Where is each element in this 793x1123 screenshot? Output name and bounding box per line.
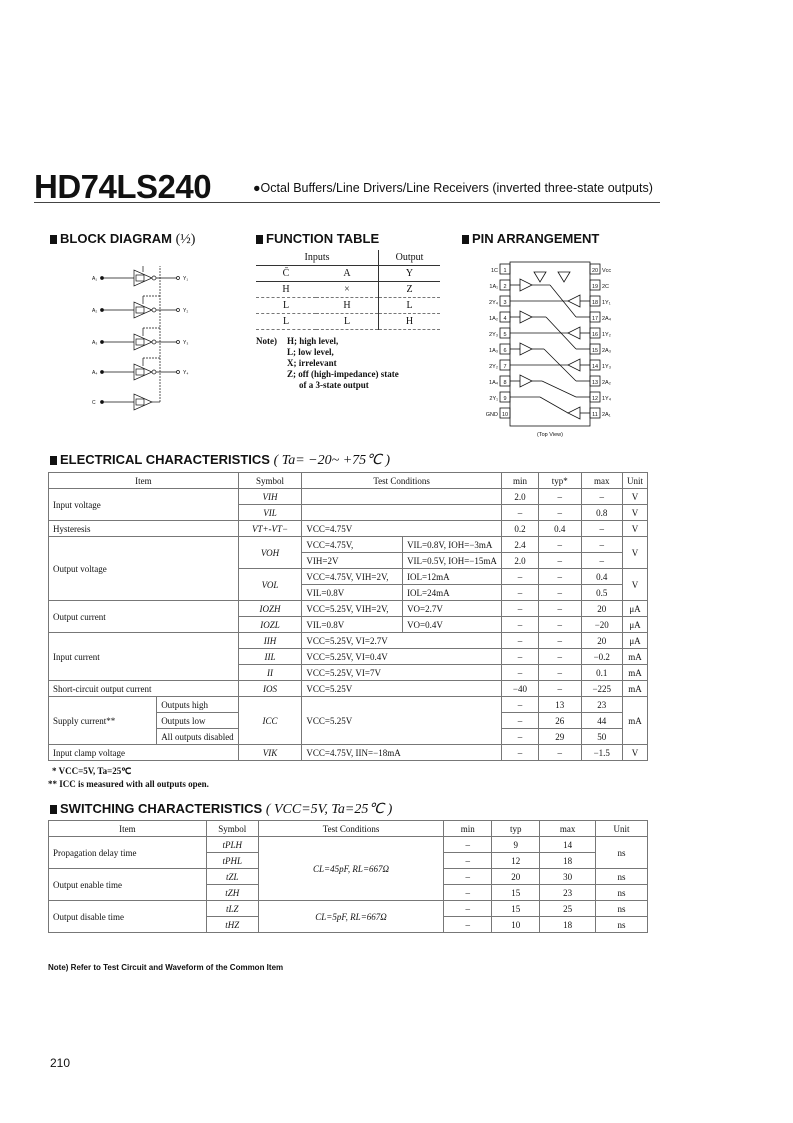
ft-notes: H; high level, L; low level, X; irrelevant Z; off (high-impedance) state of a 3-state output — [287, 336, 399, 390]
table-row: Output voltage VOH VCC=4.75V, VIL=0.8V, IOH=−3mA 2.4 – – V — [49, 537, 648, 553]
ft-col-y: Y — [379, 266, 441, 282]
pin-17: 17 — [591, 316, 599, 322]
pin-19: 19 — [591, 284, 599, 290]
pin-label-1: 1C — [490, 268, 498, 274]
ec-hdr-max: max — [581, 473, 622, 489]
ec-hdr-cond: Test Conditions — [302, 473, 501, 489]
ft-col-c: C̄ — [256, 266, 316, 282]
pin-label-3: 2Y₄ — [489, 300, 498, 306]
table-row: tZH – 15 23 ns — [49, 885, 648, 901]
ft-row: L L H — [256, 314, 440, 330]
block-diagram-heading: BLOCK DIAGRAM (½) — [50, 231, 195, 248]
bd-input-a3: A₃ — [92, 340, 98, 346]
pin-caption: (Top View) — [537, 432, 563, 438]
table-row: Input current IIH VCC=5.25V, VI=2.7V – – 20 μA — [49, 633, 648, 649]
pin-12: 12 — [591, 396, 599, 402]
bd-output-y2: Y₂ — [183, 308, 189, 314]
table-row: VOL VCC=4.75V, VIH=2V, IOL=12mA – – 0.4 V — [49, 569, 648, 585]
ec-hdr-item: Item — [49, 473, 239, 489]
ec-note-2: ** ICC is measured with all outputs open. — [48, 779, 209, 789]
table-row: IOZL VIL=0.8V VO=0.4V – – −20 μA — [49, 617, 648, 633]
table-row: Input clamp voltage VIK VCC=4.75V, IIN=−18mA – – −1.5 V — [49, 745, 648, 761]
title-rule — [34, 202, 660, 203]
table-row: IIL VCC=5.25V, VI=0.4V – – −0.2 mA — [49, 649, 648, 665]
block-diagram-fraction: (½) — [175, 232, 196, 247]
part-description: ●Octal Buffers/Line Drivers/Line Receivers (inverted three-state outputs) — [253, 181, 653, 195]
ec-hdr-unit: Unit — [622, 473, 647, 489]
footer-note: Note) Refer to Test Circuit and Waveform of the Common Item — [48, 963, 284, 972]
bd-output-y1: Y₁ — [183, 276, 189, 282]
bd-output-y3: Y₃ — [183, 340, 189, 346]
pin-label-14: 1Y₃ — [602, 364, 611, 370]
pin-label-18: 1Y₁ — [602, 300, 611, 306]
switching-heading: SWITCHING CHARACTERISTICS ( VCC=5V, Ta=25℃ ) — [50, 801, 392, 818]
function-table-heading: FUNCTION TABLE — [256, 231, 379, 246]
table-row: tHZ – 10 18 ns — [49, 917, 648, 933]
sw-hdr-max: max — [540, 821, 596, 837]
table-row: VIH=2V VIL=0.5V, IOH=−15mA 2.0 – – — [49, 553, 648, 569]
table-row: Output current IOZH VCC=5.25V, VIH=2V, VO=2.7V – – 20 μA — [49, 601, 648, 617]
pin-5: 5 — [503, 332, 507, 338]
ec-hdr-symbol: Symbol — [238, 473, 302, 489]
pin-8: 8 — [503, 380, 507, 386]
electrical-table — [48, 472, 648, 761]
pin-7: 7 — [503, 364, 507, 370]
pin-4: 4 — [503, 316, 507, 322]
pin-15: 15 — [591, 348, 599, 354]
pin-18: 18 — [591, 300, 599, 306]
table-row: Output disable time tLZ CL=5pF, RL=667Ω – 15 25 ns — [49, 901, 648, 917]
table-row: Output enable time tZL – 20 30 ns — [49, 869, 648, 885]
ft-output-header: Output — [379, 250, 441, 266]
electrical-condition: ( Ta= −20~ +75℃ ) — [273, 453, 391, 468]
table-row: II VCC=5.25V, VI=7V – – 0.1 mA — [49, 665, 648, 681]
pin-label-6: 1A₃ — [489, 348, 498, 354]
pin-1: 1 — [503, 268, 507, 274]
ec-hdr-min: min — [501, 473, 538, 489]
pin-label-11: 2A₁ — [602, 412, 611, 418]
sw-hdr-typ: typ — [492, 821, 540, 837]
pin-arrangement-heading: PIN ARRANGEMENT — [462, 231, 599, 246]
part-number: HD74LS240 — [34, 168, 212, 205]
pin-label-16: 1Y₂ — [602, 332, 611, 338]
ft-col-a: A — [316, 266, 379, 282]
sw-hdr-cond: Test Conditions — [258, 821, 444, 837]
bd-output-y4: Y₄ — [183, 370, 189, 376]
pin-14: 14 — [591, 364, 599, 370]
pin-label-10: GND — [485, 412, 498, 418]
bd-input-a1: A₁ — [92, 276, 98, 282]
table-row: Hysteresis VT+-VT− VCC=4.75V 0.2 0.4 – V — [49, 521, 648, 537]
bd-input-c: C — [92, 400, 96, 406]
sw-hdr-symbol: Symbol — [206, 821, 258, 837]
ft-row: H × Z — [256, 282, 440, 298]
ft-inputs-header: Inputs — [256, 250, 379, 266]
bd-input-a2: A₂ — [92, 308, 98, 314]
table-row: VIL – – 0.8 V — [49, 505, 648, 521]
page-number: 210 — [50, 1056, 71, 1070]
pin-2: 2 — [503, 284, 507, 290]
ft-row: L H L — [256, 298, 440, 314]
table-row: VIL=0.8V IOL=24mA – – 0.5 — [49, 585, 648, 601]
pin-3: 3 — [503, 300, 507, 306]
pin-11: 11 — [592, 412, 598, 418]
table-row: All outputs disabled – 29 50 — [49, 729, 648, 745]
pin-label-4: 1A₂ — [489, 316, 498, 322]
ec-note-1: * VCC=5V, Ta=25℃ — [52, 766, 132, 776]
pin-6: 6 — [503, 348, 507, 354]
sw-hdr-min: min — [444, 821, 492, 837]
pin-label-19: 2C — [602, 284, 610, 290]
table-row: Short-circuit output current IOS VCC=5.25V −40 – −225 mA — [49, 681, 648, 697]
pin-diagram — [470, 258, 630, 440]
pin-16: 16 — [591, 332, 599, 338]
function-table — [256, 250, 440, 330]
sw-hdr-unit: Unit — [596, 821, 648, 837]
pin-label-2: 1A₁ — [489, 284, 498, 290]
pin-label-13: 2A₂ — [602, 380, 611, 386]
table-row: tPHL – 12 18 — [49, 853, 648, 869]
bd-input-a4: A₄ — [92, 370, 98, 376]
pin-9: 9 — [503, 396, 507, 402]
table-row: Outputs low – 26 44 — [49, 713, 648, 729]
pin-10: 10 — [501, 412, 509, 418]
pin-20: 20 — [591, 268, 599, 274]
table-row: Propagation delay time tPLH CL=45pF, RL=667Ω – 9 14 ns — [49, 837, 648, 853]
ec-hdr-typ: typ* — [539, 473, 582, 489]
pin-label-5: 2Y₃ — [489, 332, 498, 338]
pin-label-15: 2A₃ — [602, 348, 611, 354]
table-row: Input voltage VIH 2.0 – – V — [49, 489, 648, 505]
table-row: Supply current** Outputs high ICC VCC=5.25V – 13 23 mA — [49, 697, 648, 713]
pin-13: 13 — [591, 380, 599, 386]
pin-label-12: 1Y₄ — [602, 396, 611, 402]
pin-label-8: 1A₄ — [489, 380, 498, 386]
electrical-heading: ELECTRICAL CHARACTERISTICS ( Ta= −20~ +75℃ ) — [50, 452, 390, 469]
ft-note-label: Note) — [256, 336, 277, 346]
switching-condition: ( VCC=5V, Ta=25℃ ) — [265, 802, 393, 817]
pin-label-20: Vcc — [602, 268, 612, 274]
block-diagram — [90, 262, 200, 412]
pin-label-7: 2Y₂ — [489, 364, 498, 370]
switching-table — [48, 820, 648, 933]
pin-label-17: 2A₄ — [602, 316, 611, 322]
pin-label-9: 2Y₁ — [489, 396, 498, 402]
sw-hdr-item: Item — [49, 821, 207, 837]
